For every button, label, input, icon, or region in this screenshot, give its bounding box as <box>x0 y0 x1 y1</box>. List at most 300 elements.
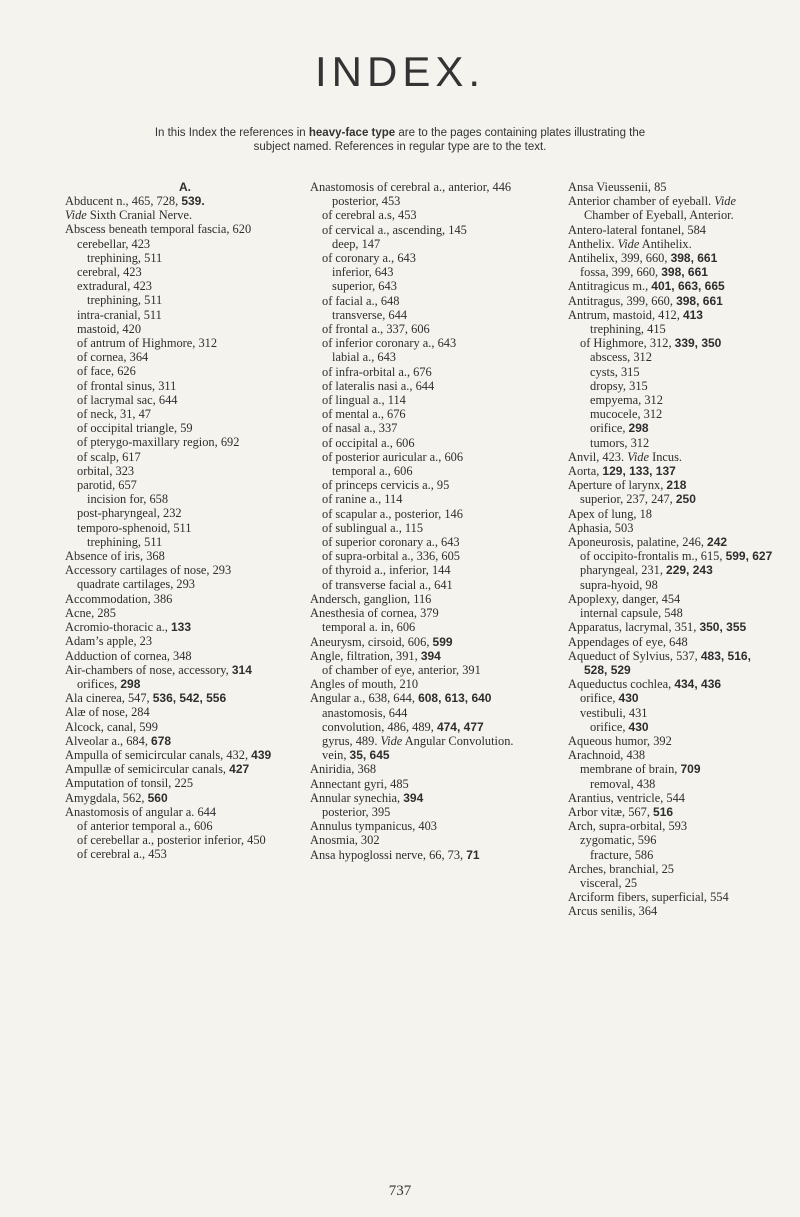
entry-text: Andersch, ganglion, 116 <box>310 591 432 606</box>
index-entry <box>568 365 773 379</box>
index-entry <box>310 663 535 677</box>
index-entry <box>65 620 305 634</box>
entry-text: Arch, supra-orbital, 593 <box>568 819 688 834</box>
index-entry <box>65 322 305 336</box>
entry-text: of cerebral a.s, 453 <box>322 208 417 223</box>
plate-page-reference: 539. <box>181 194 205 208</box>
index-entry <box>310 436 535 450</box>
entry-text: of infra-orbital a., 676 <box>322 364 432 379</box>
index-entry <box>568 592 773 606</box>
entry-text: of sublingual a., 115 <box>322 520 424 535</box>
entry-text: Antitragicus m., <box>568 279 652 294</box>
entry-text: Amygdala, 562, <box>65 790 148 805</box>
entry-text: Apoplexy, danger, 454 <box>568 591 681 606</box>
index-entry <box>568 507 773 521</box>
plate-page-reference: 298 <box>120 676 141 691</box>
entry-text: of coronary a., 643 <box>322 251 416 266</box>
index-entry <box>65 805 305 819</box>
index-entry <box>310 294 535 308</box>
index-entry <box>310 521 535 535</box>
entry-text: Ampulla of semicircular canals, 432, <box>65 747 252 762</box>
entry-text: Accommodation, 386 <box>65 591 173 606</box>
index-entry <box>310 578 535 592</box>
index-entry <box>568 265 773 279</box>
index-entry <box>568 762 773 776</box>
entry-text: of antrum of Highmore, 312 <box>77 336 218 351</box>
index-entry <box>568 677 773 691</box>
plate-page-reference: 242 <box>707 535 728 550</box>
index-entry <box>310 635 535 649</box>
entry-text: Antero-lateral fontanel, 584 <box>568 222 706 237</box>
page-title: INDEX. <box>314 48 486 95</box>
index-entry <box>310 805 535 819</box>
entry-text: Anastomosis of cerebral a., anterior, 446 <box>310 180 512 194</box>
vide-reference: Vide <box>65 208 87 223</box>
index-entry <box>65 265 305 279</box>
vide-reference: Vide <box>617 236 640 251</box>
entry-text: cerebral, 423 <box>77 265 142 280</box>
index-column-2 <box>310 180 535 862</box>
index-entry <box>65 521 305 535</box>
section-letter: A. <box>179 180 191 194</box>
entry-text: Anterior chamber of eyeball. <box>568 194 715 209</box>
intro-text-b: are to the pages containing plates illustrating the <box>395 127 646 139</box>
index-entry <box>65 251 305 265</box>
entry-text: Antihelix. <box>639 236 692 251</box>
entry-text: Aqueous humor, 392 <box>568 733 672 748</box>
index-entry <box>310 478 535 492</box>
vide-reference: Vide <box>627 449 649 464</box>
entry-text: of scalp, 617 <box>77 449 141 464</box>
entry-text: Chamber of Eyeball, Anterior. <box>584 208 734 223</box>
entry-text: of lateralis nasi a., 644 <box>322 378 435 393</box>
index-entry <box>310 549 535 563</box>
index-entry <box>310 748 535 762</box>
entry-text: Adduction of cornea, 348 <box>65 648 192 663</box>
entry-text: Aphasia, 503 <box>568 520 634 535</box>
index-entry <box>568 294 773 308</box>
entry-text: superior, 237, 247, <box>580 492 676 507</box>
entry-text: vein, <box>322 748 350 763</box>
entry-text: deep, 147 <box>332 236 381 251</box>
index-entry <box>568 492 773 506</box>
entry-text: Air-chambers of nose, accessory, <box>65 662 232 677</box>
entry-text: Angle, filtration, 391, <box>310 648 421 663</box>
page-number: 737 <box>388 1183 412 1199</box>
index-entry <box>568 223 773 237</box>
index-entry <box>65 791 305 805</box>
entry-text: Arachnoid, 438 <box>568 748 646 763</box>
entry-text: Aqueductus cochlea, <box>568 677 675 692</box>
entry-text: temporal a., 606 <box>332 464 413 479</box>
entry-text: of lacrymal sac, 644 <box>77 392 178 407</box>
entry-text: Aorta, <box>568 464 603 479</box>
entry-text: Abscess beneath temporal fascia, 620 <box>65 222 252 237</box>
entry-text: fracture, 586 <box>590 847 654 862</box>
index-entry <box>65 237 305 251</box>
index-entry <box>65 705 305 719</box>
entry-text: of neck, 31, 47 <box>77 407 151 422</box>
entry-text: temporo-sphenoid, 511 <box>77 520 192 535</box>
index-entry <box>310 180 535 194</box>
index-entry <box>310 777 535 791</box>
entry-text: labial a., 643 <box>332 350 396 365</box>
entry-text: posterior, 453 <box>332 194 401 209</box>
index-entry <box>65 492 305 506</box>
index-entry <box>65 847 305 861</box>
entry-text: removal, 438 <box>590 776 656 791</box>
entry-text: Absence of iris, 368 <box>65 549 165 564</box>
entry-text: mucocele, 312 <box>590 407 663 422</box>
index-entry <box>568 876 773 890</box>
entry-text: Aperture of larynx, <box>568 478 667 493</box>
entry-text: of occipital triangle, 59 <box>77 421 193 436</box>
index-entry <box>568 535 773 549</box>
entry-text: of nasal a., 337 <box>322 421 398 436</box>
intro-text-a: In this Index the references in <box>154 127 309 139</box>
entry-text: gyrus, 489. <box>322 733 381 748</box>
entry-text: trephining, 415 <box>590 322 666 337</box>
index-entry <box>310 791 535 805</box>
index-entry <box>310 706 535 720</box>
index-entry <box>310 450 535 464</box>
entry-text: membrane of brain, <box>580 762 681 777</box>
index-entry <box>568 620 773 634</box>
entry-text: of inferior coronary a., 643 <box>322 336 457 351</box>
entry-text: Adam’s apple, 23 <box>65 634 153 649</box>
index-entry <box>65 350 305 364</box>
plate-page-reference: 401, 663, 665 <box>651 279 725 294</box>
index-entry <box>568 848 773 862</box>
entry-text: fossa, 399, 660, <box>580 265 662 280</box>
index-entry <box>310 720 535 734</box>
entry-text: temporal a. in, 606 <box>322 620 416 635</box>
index-entry <box>310 365 535 379</box>
index-entry <box>65 421 305 435</box>
entry-text: of anterior temporal a., 606 <box>77 818 213 833</box>
entry-text: of princeps cervicis a., 95 <box>322 478 450 493</box>
index-entry <box>65 748 305 762</box>
entry-text: supra-hyoid, 98 <box>580 577 658 592</box>
index-entry <box>65 293 305 307</box>
entry-text: Annulus tympanicus, 403 <box>310 819 437 834</box>
index-entry <box>65 506 305 520</box>
index-entry <box>65 691 305 705</box>
index-entry <box>65 677 305 691</box>
entry-text: Apex of lung, 18 <box>568 506 652 521</box>
entry-text: internal capsule, 548 <box>580 606 683 621</box>
plate-page-reference: 434, 436 <box>674 677 722 692</box>
index-entry <box>310 819 535 833</box>
entry-text: Acromio-thoracic a., <box>65 620 171 635</box>
entry-text: of occipital a., 606 <box>322 435 415 450</box>
entry-text: zygomatic, 596 <box>580 833 657 848</box>
entry-text: of chamber of eye, anterior, 391 <box>322 662 481 677</box>
plate-page-reference: 413 <box>682 307 703 322</box>
entry-text: orifice, <box>590 719 629 734</box>
index-entry <box>568 379 773 393</box>
entry-text: Abducent n., 465, 728, <box>65 194 182 208</box>
index-entry <box>65 364 305 378</box>
index-entry <box>65 762 305 776</box>
entry-text: Sixth Cranial Nerve. <box>86 208 193 223</box>
index-entry <box>568 734 773 748</box>
index-entry <box>310 492 535 506</box>
index-entry <box>65 279 305 293</box>
index-entry <box>65 819 305 833</box>
index-entry <box>568 464 773 478</box>
index-entry <box>310 563 535 577</box>
entry-text: of face, 626 <box>77 364 136 379</box>
plate-page-reference: 133 <box>170 620 191 635</box>
index-entry <box>310 279 535 293</box>
entry-text: Arcus senilis, 364 <box>568 904 658 919</box>
index-entry <box>568 819 773 833</box>
index-entry <box>310 762 535 776</box>
index-entry <box>568 407 773 421</box>
entry-text: empyema, 312 <box>590 393 663 408</box>
plate-page-reference: 516 <box>653 804 674 819</box>
plate-page-reference: 129, 133, 137 <box>602 464 676 479</box>
index-entry <box>568 805 773 819</box>
entry-text: cysts, 315 <box>590 364 640 379</box>
index-entry <box>310 421 535 435</box>
entry-text: Alæ of nose, 284 <box>65 705 150 720</box>
index-entry <box>65 720 305 734</box>
entry-text: orifices, <box>77 676 121 691</box>
index-entry <box>310 223 535 237</box>
index-entry <box>568 706 773 720</box>
entry-text: Antrum, mastoid, 412, <box>568 307 683 322</box>
plate-page-reference: 339, 350 <box>674 336 722 351</box>
entry-text: orifice, <box>580 691 619 706</box>
entry-text: visceral, 25 <box>580 875 638 890</box>
entry-text: of cornea, 364 <box>77 350 149 365</box>
entry-text: extradural, 423 <box>77 279 153 294</box>
entry-text: of cerebellar a., posterior inferior, 450 <box>77 833 266 848</box>
index-entry <box>310 407 535 421</box>
entry-text: Arbor vitæ, 567, <box>568 804 654 819</box>
index-entry <box>568 436 773 450</box>
entry-text: Ansa hypoglossi nerve, 66, 73, <box>310 847 467 862</box>
index-entry <box>310 208 535 222</box>
entry-text: Angular a., 638, 644, <box>310 691 419 706</box>
entry-text: Ampullæ of semicircular canals, <box>65 762 230 777</box>
entry-text: of Highmore, 312, <box>580 336 675 351</box>
plate-page-reference: 218 <box>666 478 687 493</box>
vide-reference: Vide <box>380 733 403 748</box>
index-entry <box>65 592 305 606</box>
index-entry <box>568 478 773 492</box>
entry-text: trephining, 511 <box>87 250 163 265</box>
index-entry <box>310 734 535 748</box>
entry-text: transverse, 644 <box>332 307 408 322</box>
index-column-3 <box>568 180 773 919</box>
index-entry <box>65 535 305 549</box>
entry-text: of lingual a., 114 <box>322 393 406 408</box>
entry-text: tumors, 312 <box>590 435 650 450</box>
vide-reference: Vide <box>714 194 737 209</box>
entry-text: cerebellar, 423 <box>77 236 151 251</box>
entry-text: trephining, 511 <box>87 293 163 308</box>
plate-page-reference: 474, 477 <box>436 719 484 734</box>
plate-page-reference: 483, 516, 528, 529 <box>584 648 751 677</box>
index-entry <box>65 336 305 350</box>
entry-text: of transverse facial a., 641 <box>322 577 453 592</box>
index-entry <box>568 251 773 265</box>
index-entry <box>568 421 773 435</box>
plate-page-reference: 35, 645 <box>349 748 390 763</box>
index-entry <box>310 393 535 407</box>
index-entry <box>568 549 773 563</box>
index-column-1 <box>65 180 305 862</box>
plate-page-reference: 398, 661 <box>670 251 718 266</box>
entry-text: Aponeurosis, palatine, 246, <box>568 535 708 550</box>
entry-text: Accessory cartilages of nose, 293 <box>65 563 232 578</box>
entry-text: Ala cinerea, 547, <box>65 691 153 706</box>
plate-page-reference: 71 <box>466 847 480 862</box>
entry-text: of cervical a., ascending, 145 <box>322 222 467 237</box>
index-entry <box>568 691 773 705</box>
index-entry <box>568 791 773 805</box>
entry-text: Angles of mouth, 210 <box>310 677 419 692</box>
plate-page-reference: 314 <box>231 662 252 677</box>
entry-text: vestibuli, 431 <box>580 705 648 720</box>
plate-page-reference: 536, 542, 556 <box>152 691 227 706</box>
entry-text: orifice, <box>590 421 629 436</box>
index-entry <box>568 833 773 847</box>
entry-text: post-pharyngeal, 232 <box>77 506 182 521</box>
entry-text: Aniridia, 368 <box>310 762 377 777</box>
index-entry <box>65 450 305 464</box>
entry-text: pharyngeal, 231, <box>580 563 667 578</box>
index-entry <box>568 180 773 194</box>
entry-text: Anastomosis of angular a. 644 <box>65 804 217 819</box>
index-entry <box>310 308 535 322</box>
entry-text: incision for, 658 <box>87 492 169 507</box>
index-entry <box>310 507 535 521</box>
index-entry <box>310 350 535 364</box>
index-entry <box>310 379 535 393</box>
index-entry <box>310 265 535 279</box>
entry-text: parotid, 657 <box>77 478 137 493</box>
index-entry <box>65 606 305 620</box>
index-entry <box>65 734 305 748</box>
entry-text: Anosmia, 302 <box>310 833 380 848</box>
entry-text: Annectant gyri, 485 <box>310 776 409 791</box>
index-entry <box>310 464 535 478</box>
entry-text: anastomosis, 644 <box>322 705 408 720</box>
index-entry <box>310 620 535 634</box>
plate-page-reference: 599 <box>432 634 453 649</box>
entry-text: inferior, 643 <box>332 265 394 280</box>
index-entry <box>568 904 773 918</box>
index-entry <box>65 663 305 677</box>
plate-page-reference: 298 <box>628 421 649 436</box>
entry-text: Anthelix. <box>568 236 618 251</box>
index-entry <box>310 848 535 862</box>
index-entry <box>65 563 305 577</box>
entry-text: dropsy, 315 <box>590 378 648 393</box>
index-entry <box>310 677 535 691</box>
entry-text: superior, 643 <box>332 279 397 294</box>
index-entry <box>568 862 773 876</box>
entry-text: Incus. <box>649 449 683 464</box>
index-entry <box>310 649 535 663</box>
index-entry <box>65 407 305 421</box>
entry-text: of frontal a., 337, 606 <box>322 322 430 337</box>
index-entry <box>568 194 773 222</box>
entry-text: Aqueduct of Sylvius, 537, <box>568 648 701 663</box>
index-entry <box>65 833 305 847</box>
index-entry <box>65 776 305 790</box>
entry-text: mastoid, 420 <box>77 321 142 336</box>
entry-text: Amputation of tonsil, 225 <box>65 776 194 791</box>
index-entry <box>568 777 773 791</box>
entry-text: Alveolar a., 684, <box>65 733 152 748</box>
plate-page-reference: 560 <box>147 790 168 805</box>
entry-text: of posterior auricular a., 606 <box>322 449 464 464</box>
index-entry <box>568 521 773 535</box>
index-entry <box>310 691 535 705</box>
entry-text: of cerebral a., 453 <box>77 847 167 862</box>
entry-text: of pterygo-maxillary region, 692 <box>77 435 240 450</box>
index-entry <box>568 237 773 251</box>
index-entry <box>568 279 773 293</box>
entry-text: Antihelix, 399, 660, <box>568 251 671 266</box>
entry-text: Annular synechia, <box>310 790 404 805</box>
index-entry <box>65 464 305 478</box>
entry-text: orbital, 323 <box>77 463 135 478</box>
plate-page-reference: 430 <box>628 719 649 734</box>
plate-page-reference: 350, 355 <box>699 620 747 635</box>
index-entry <box>65 393 305 407</box>
entry-text: of facial a., 648 <box>322 293 400 308</box>
entry-text: convolution, 486, 489, <box>322 719 437 734</box>
index-entry <box>310 535 535 549</box>
entry-text: Aneurysm, cirsoid, 606, <box>310 634 433 649</box>
index-entry <box>65 222 305 236</box>
entry-text: of occipito-frontalis m., 615, <box>580 549 726 564</box>
entry-text: Apparatus, lacrymal, 351, <box>568 620 700 635</box>
index-entry <box>568 322 773 336</box>
entry-text: intra-cranial, 511 <box>77 307 162 322</box>
plate-page-reference: 427 <box>229 762 250 777</box>
entry-text: quadrate cartilages, 293 <box>77 577 196 592</box>
index-entry <box>310 833 535 847</box>
entry-text: abscess, 312 <box>590 350 652 365</box>
entry-text: Arches, branchial, 25 <box>568 861 674 876</box>
index-entry <box>568 336 773 350</box>
index-entry <box>310 606 535 620</box>
entry-text: Acne, 285 <box>65 605 116 620</box>
index-entry <box>568 635 773 649</box>
index-entry <box>310 322 535 336</box>
index-entry <box>65 549 305 563</box>
index-entry <box>568 890 773 904</box>
entry-text: Appendages of eye, 648 <box>568 634 688 649</box>
index-entry <box>310 251 535 265</box>
entry-text: Arantius, ventricle, 544 <box>568 790 685 805</box>
index-entry <box>310 237 535 251</box>
index-entry <box>568 450 773 464</box>
index-entry <box>310 194 535 208</box>
index-entry <box>568 649 773 677</box>
index-entry <box>65 194 305 208</box>
plate-page-reference: 398, 661 <box>676 293 723 308</box>
index-entry <box>65 634 305 648</box>
index-entry <box>65 478 305 492</box>
